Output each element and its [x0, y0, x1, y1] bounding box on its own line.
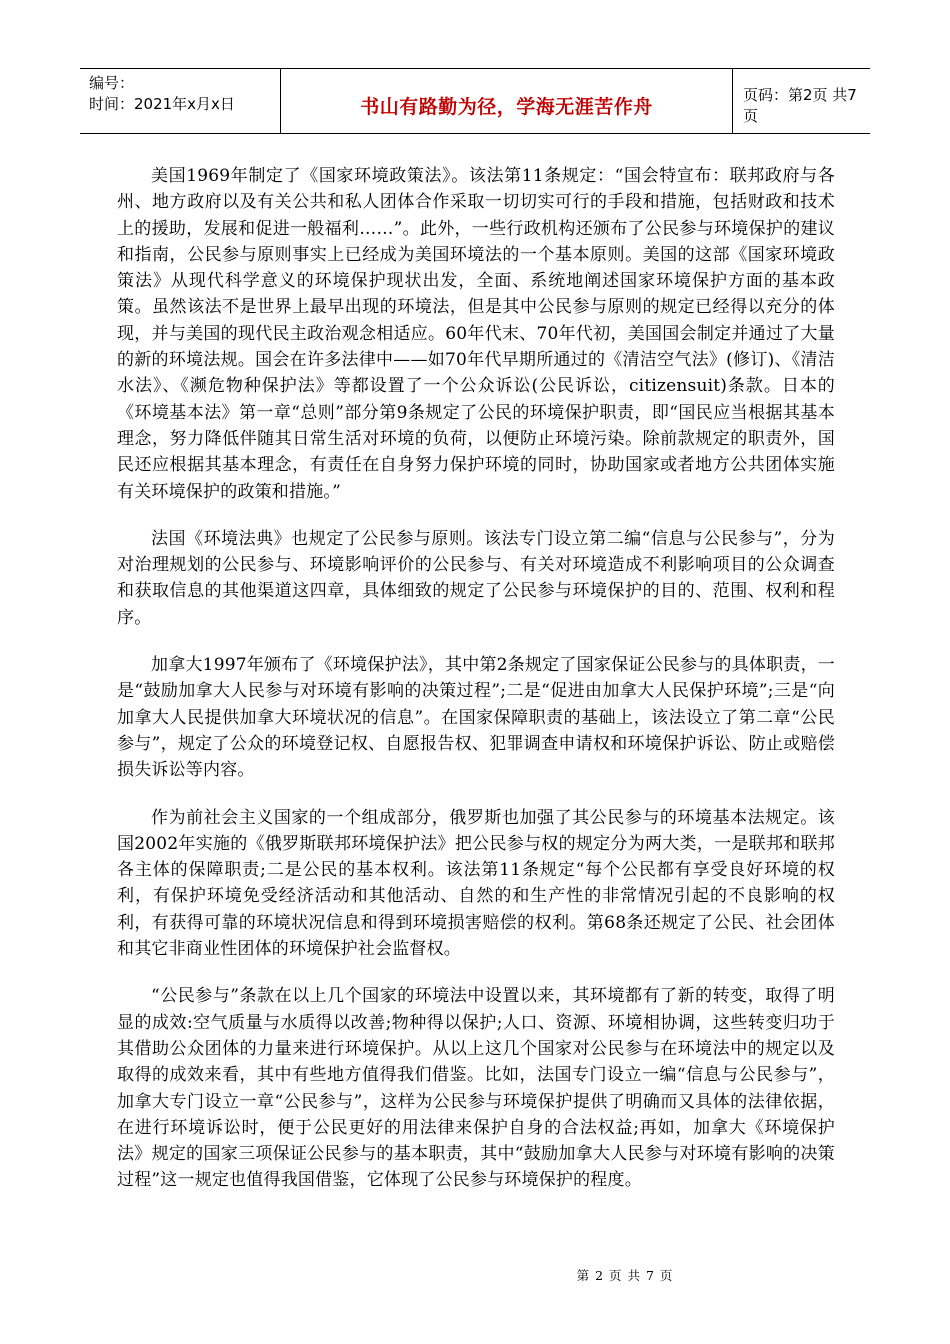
paragraph-canada: 加拿大1997年颁布了《环境保护法》，其中第2条规定了国家保证公民参与的具体职责，一是“鼓励加拿大人民参与对环境有影响的决策过程”;二是“促进由加拿大人民保护环境”;三是“向加拿大人民提供加拿大环境状况的信息”。在国家保障职责的基础上，该法设立了第二章“公民参与”，规定了公众的环境登记权、自愿报告权、犯罪调查申请权和环境保护诉讼、防止或赔偿损失诉讼等内容。	[117, 655, 835, 781]
page-footer: 第 2 页 共 7 页	[576, 1268, 674, 1283]
header-table	[80, 68, 870, 134]
header-meta-cell	[80, 69, 281, 133]
paragraph-russia: 作为前社会主义国家的一个组成部分，俄罗斯也加强了其公民参与的环境基本法规定。该国2002年实施的《俄罗斯联邦环境保护法》把公民参与权的规定分为两大类，一是联邦和联邦各主体的保障职责;二是公民的基本权利。该法第11条规定“每个公民都有享受良好环境的权利，有保护环境免受经济活动和其他活动、自然的和生产性的非常情况引起的不良影响的权利，有获得可靠的环境状况信息和得到环境损害赔偿的权利。第68条还规定了公民、社会团体和其它非商业性团体的环境保护社会监督权。	[117, 807, 835, 960]
serial-number-label: 编号：	[89, 74, 135, 92]
paragraph-france: 法国《环境法典》也规定了公民参与原则。该法专门设立第二编“信息与公民参与”，分为对治理规划的公民参与、环境影响评价的公民参与、有关对环境造成不利影响项目的公众调查和获取信息的其他渠道这四章，具体细致的规定了公民参与环境保护的目的、范围、权利和程序。	[117, 528, 835, 628]
document-body	[117, 163, 835, 1215]
paragraph-us: 美国1969年制定了《国家环境政策法》。该法第11条规定：“国会特宣布：联邦政府与各州、地方政府以及有关公共和私人团体合作采取一切切实可行的手段和措施，包括财政和技术上的援助，发展和促进一般福利……”。此外，一些行政机构还颁布了公民参与环境保护的建议和指南，公民参与原则事实上已经成为美国环境法的一个基本原则。美国的这部《国家环境政策法》从现代科学意义的环境保护现状出发，全面、系统地阐述国家环境保护方面的基本政策。虽然该法不是世界上最早出现的环境法，但是其中公民参与原则的规定已经得以充分的体现，并与美国的现代民主政治观念相适应。60年代末、70年代初，美国国会制定并通过了大量的新的环境法规。国会在许多法律中——如70年代早期所通过的《清洁空气法》(修订)、《清洁水法》、《濒危物种保护法》等都设置了一个公众诉讼(公民诉讼，citizensuit)条款。日本的《环境基本法》第一章“总则”部分第9条规定了公民的环境保护职责，即“国民应当根据其基本理念，努力降低伴随其日常生活对环境的负荷，以便防止环境污染。除前款规定的职责外，国民还应根据其基本理念，有责任在自身努力保护环境的同时，协助国家或者地方公共团体实施有关环境保护的政策和措施。”	[117, 166, 835, 502]
header-motto: 书山有路勤为径，学海无涯苦作舟	[281, 69, 733, 133]
header-page-info: 页码：第2页 共7页	[743, 86, 857, 125]
paragraph-summary: “公民参与”条款在以上几个国家的环境法中设置以来，其环境都有了新的转变，取得了明显的成效:空气质量与水质得以改善;物种得以保护;人口、资源、环境相协调，这些转变归功于其借助公众团体的力量来进行环境保护。从以上这几个国家对公民参与在环境法中的规定以及取得的成效来看，其中有些地方值得我们借鉴。比如，法国专门设立一编“信息与公民参与”，加拿大专门设立一章“公民参与”，这样为公民参与环境保护提供了明确而又具体的法律依据，在进行环境诉讼时，便于公民更好的用法律来保护自身的合法权益;再如，加拿大《环境保护法》规定的国家三项保证公民参与的基本职责，其中“鼓励加拿大人民参与对环境有影响的决策过程”这一规定也值得我国借鉴，它体现了公民参与环境保护的程度。	[117, 986, 835, 1191]
time-label: 时间：2021年x月x日	[89, 95, 235, 113]
